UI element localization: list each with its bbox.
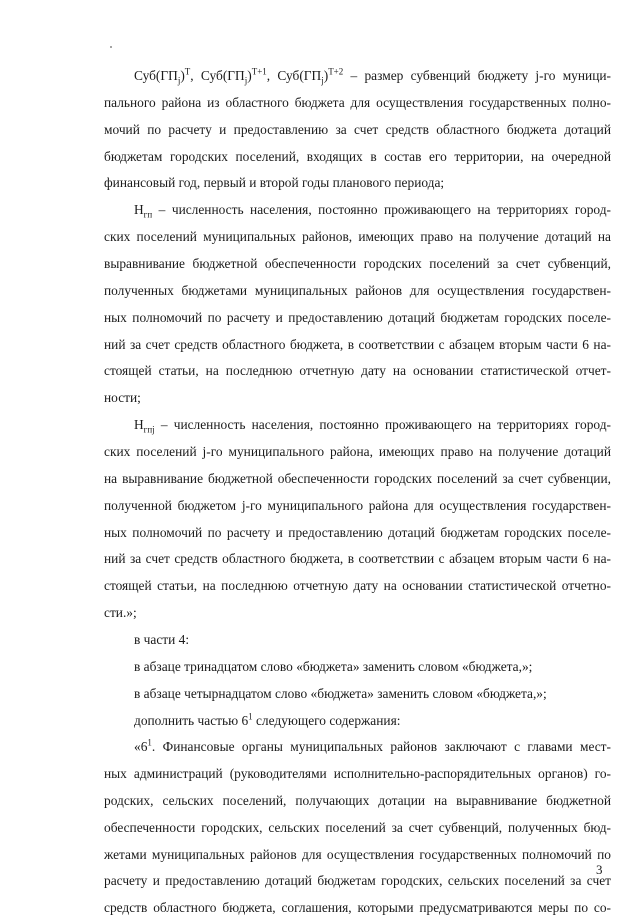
- paragraph-line: на выравнивание бюджетной обеспеченности городских поселений за счет субвенции,: [104, 471, 611, 486]
- paragraph-line: выравнивание бюджетной обеспеченности городских поселений за счет субвенций,: [104, 256, 611, 271]
- paragraph-line: полученных бюджетами муниципальных районов для осуществления государствен-: [104, 283, 611, 298]
- paragraph-line: родских, сельских поселений, получающих дотации на выравнивание бюджетной: [104, 793, 611, 808]
- paragraph-line: стоящей статьи, на последнюю отчетную дату на основании статистической отчетно-: [104, 578, 611, 593]
- paragraph-line: $Суб(ГП_j)^T$, $Суб(ГП_j)^{T+1}$, $Суб(ГП_j)^{T+2}$ – размер субвенций бюджету j-го муници-: [134, 66, 611, 86]
- paragraph-line: ний за счет средств областного бюджета, в соответствии с абзацем вторым части 6 на-: [104, 551, 611, 566]
- paragraph-line: стоящей статьи, на последнюю отчетную дату на основании статистической отчет-: [104, 363, 611, 378]
- page-number: 3: [596, 862, 603, 877]
- paragraph-line: ний за счет средств областного бюджета, в соответствии с абзацем вторым части 6 на-: [104, 337, 611, 352]
- paragraph-line: в части 4:: [134, 632, 190, 647]
- paragraph-line: дополнить частью $6^1$ следующего содержания:: [134, 711, 401, 728]
- paragraph-line: ных полномочий по расчету и предоставлению дотаций бюджетам городских поселе-: [104, 525, 611, 540]
- paragraph-line: сти.»;: [104, 605, 137, 620]
- paragraph-line: в абзаце тринадцатом слово «бюджета» заменить словом «бюджета,»;: [134, 659, 533, 674]
- paragraph-line: ских поселений j-го муниципального района, имеющих право на получение дотаций: [104, 444, 611, 459]
- paragraph-line: $Н_{гп}$ – численность населения, постоянно проживающего на территориях город-: [134, 202, 611, 220]
- paragraph-line: мочий по расчету и предоставлению за счет средств областного бюджета дотаций: [104, 122, 611, 137]
- paragraph-line: жетами муниципальных районов для осуществления государственных полномочий по: [104, 847, 611, 862]
- paragraph-line: полученной бюджетом j-го муниципального района для осуществления государствен-: [104, 498, 611, 513]
- paragraph-line: ных полномочий по расчету и предоставлению дотаций бюджетам городских поселе-: [104, 310, 611, 325]
- paragraph-line: средств областного бюджета, соглашения, которыми предусматриваются меры по со-: [104, 900, 611, 915]
- paragraph-line: расчету и предоставлению дотаций бюджетам городских, сельских поселений за счет: [104, 873, 611, 888]
- paragraph-line: финансовый год, первый и второй годы планового периода;: [104, 175, 445, 190]
- paragraph-line: $Н_{гпj}$ – численность населения, постоянно проживающего на территориях город-: [134, 417, 611, 435]
- paragraph-line: ских поселений муниципальных районов, имеющих право на получение дотаций на: [104, 229, 611, 244]
- paragraph-line: ных администраций (руководителями исполнительно-распорядительных органов) го-: [104, 766, 611, 781]
- paragraph-line: пального района из областного бюджета для осуществления государственных полно-: [104, 95, 611, 110]
- paragraph-line: ности;: [104, 390, 141, 405]
- paragraph-line: бюджетам городских поселений, входящих в состав его территории, на очередной: [104, 149, 611, 164]
- paragraph-line: в абзаце четырнадцатом слово «бюджета» заменить словом «бюджета,»;: [134, 686, 547, 701]
- paragraph-line: обеспеченности городских, сельских поселений за счет субвенций, полученных бюд-: [104, 820, 611, 835]
- paragraph-line: «$6^1$. Финансовые органы муниципальных районов заключают с главами мест-: [134, 737, 611, 754]
- scan-speck: [110, 46, 112, 48]
